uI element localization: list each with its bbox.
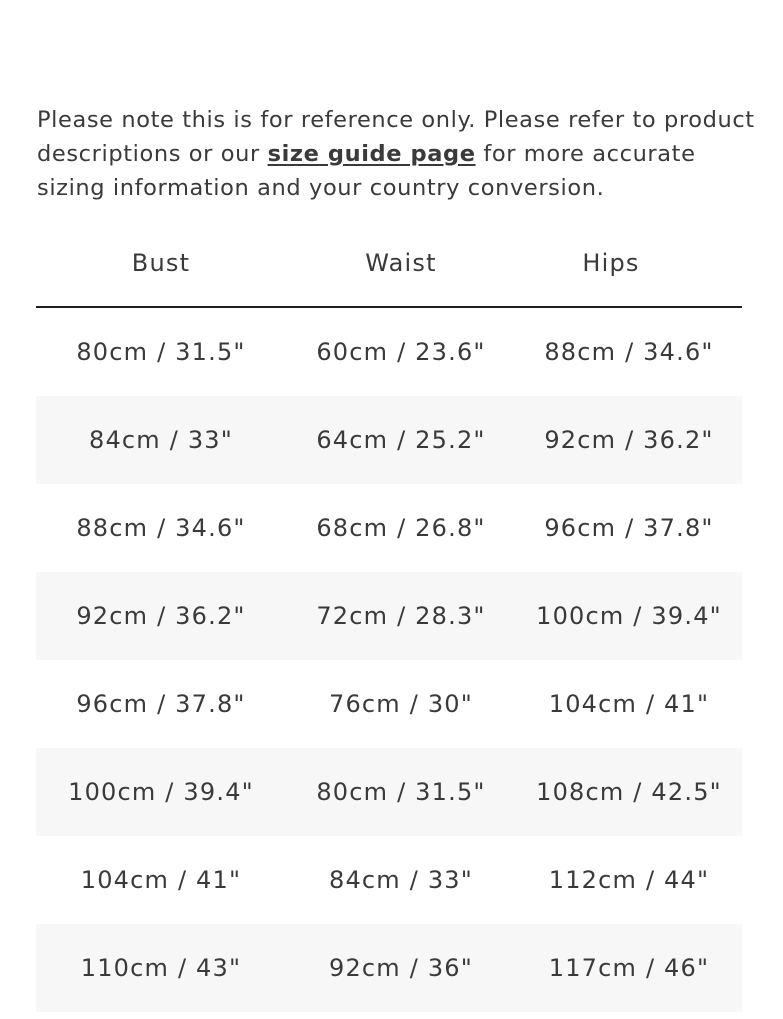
table-row <box>36 484 742 572</box>
table-header-row <box>36 220 742 307</box>
size-chart-table <box>36 220 742 1012</box>
table-row <box>36 396 742 484</box>
cell-hips: 104cm / 41" <box>548 690 710 718</box>
cell-hips: 112cm / 44" <box>548 866 710 894</box>
cell-hips: 88cm / 34.6" <box>544 338 714 366</box>
table-row <box>36 748 742 836</box>
cell-bust: 92cm / 36.2" <box>36 572 286 660</box>
note-text-after: for more accurate sizing information and your country conversion. <box>37 140 696 201</box>
cell-waist: 92cm / 36" <box>286 924 516 1012</box>
cell-bust: 84cm / 33" <box>36 396 286 484</box>
cell-hips: 108cm / 42.5" <box>516 748 742 836</box>
cell-waist: 68cm / 26.8" <box>316 514 486 542</box>
cell-bust: 88cm / 34.6" <box>76 514 246 542</box>
cell-waist: 84cm / 33" <box>328 866 474 894</box>
cell-hips: 96cm / 37.8" <box>544 514 714 542</box>
cell-bust: 104cm / 41" <box>80 866 242 894</box>
cell-bust: 100cm / 39.4" <box>36 748 286 836</box>
size-guide-link[interactable]: size guide page <box>267 140 476 167</box>
header-hips: Hips <box>516 220 742 307</box>
cell-bust: 96cm / 37.8" <box>76 690 246 718</box>
table-row <box>36 660 742 748</box>
table-row <box>36 836 742 924</box>
note-text-before: Please note this is for reference only. Please refer to product descriptions or our <box>37 106 755 167</box>
cell-hips: 92cm / 36.2" <box>516 396 742 484</box>
table-row <box>36 572 742 660</box>
header-waist: Waist <box>286 220 516 307</box>
reference-note <box>37 103 757 205</box>
cell-waist: 76cm / 30" <box>328 690 474 718</box>
cell-hips: 117cm / 46" <box>516 924 742 1012</box>
cell-waist: 60cm / 23.6" <box>316 338 486 366</box>
cell-bust: 110cm / 43" <box>36 924 286 1012</box>
cell-hips: 100cm / 39.4" <box>516 572 742 660</box>
cell-waist: 80cm / 31.5" <box>286 748 516 836</box>
header-bust: Bust <box>36 220 286 307</box>
cell-waist: 72cm / 28.3" <box>286 572 516 660</box>
table-row <box>36 924 742 1012</box>
cell-waist: 64cm / 25.2" <box>286 396 516 484</box>
table-row <box>36 307 742 396</box>
cell-bust: 80cm / 31.5" <box>76 338 246 366</box>
